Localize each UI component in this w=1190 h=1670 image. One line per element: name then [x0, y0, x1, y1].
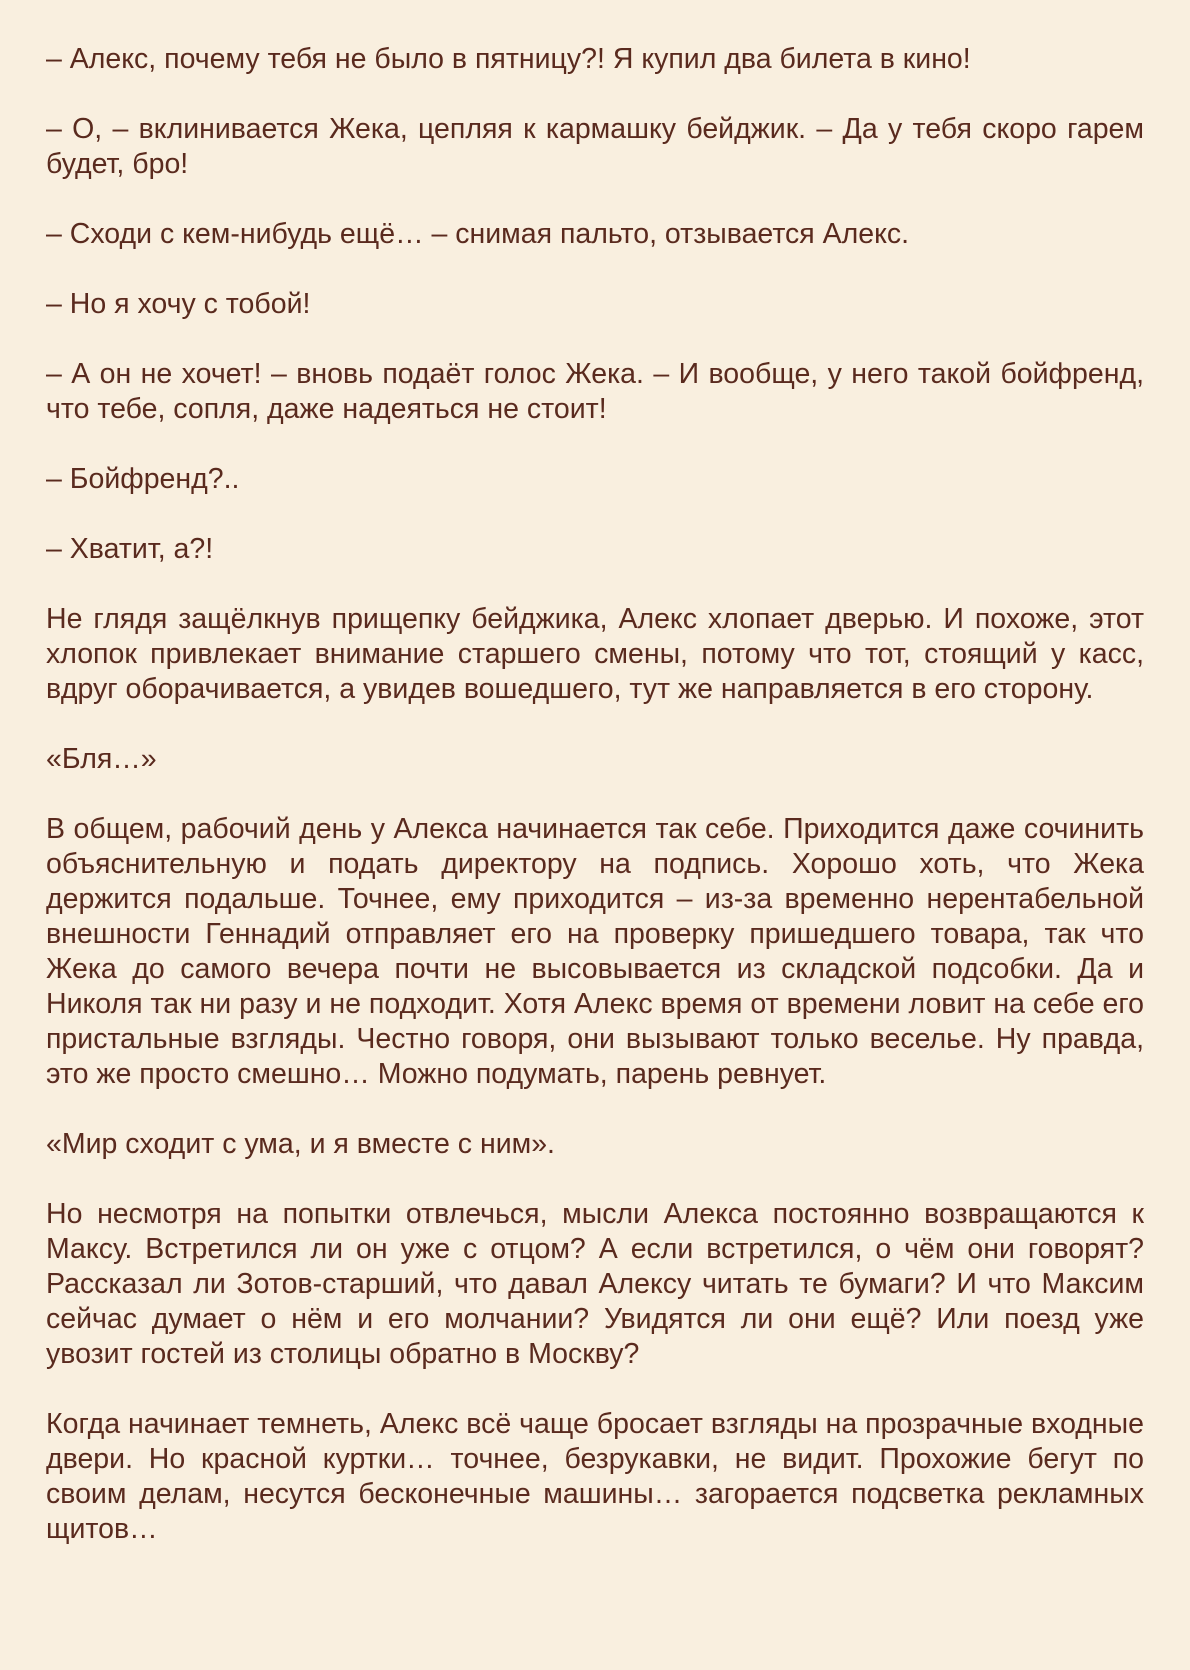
paragraph-12: Но несмотря на попытки отвлечься, мысли Алекса постоянно возвращаются к Максу. Встретился ли он уже с отцом? А если встретился, о чём они говорят? Рассказал ли Зотов-старший, что давал Алексу читать те бумаги? И что Максим сейчас думает о нём и его молчании? Увидятся ли они ещё? Или поезд уже увозит гостей из столицы обратно в Москву? [46, 1198, 1144, 1370]
paragraph-5: – А он не хочет! – вновь подаёт голос Жека. – И вообще, у него такой бойфренд, что тебе, сопля, даже надеяться не стоит! [46, 358, 1144, 425]
paragraph-2: – О, – вклинивается Жека, цепляя к кармашку бейджик. – Да у тебя скоро гарем будет, бро! [46, 113, 1144, 180]
paragraph-10: В общем, рабочий день у Алекса начинается так себе. Приходится даже сочинить объяснительную и подать директору на подпись. Хорошо хоть, что Жека держится подальше. Точнее, ему приходится – из-за временно нерентабельной внешности Геннадий отправляет его на проверку пришедшего товара, так что Жека до самого вечера почти не высовывается из складской подсобки. Да и Николя так ни разу и не подходит. Хотя Алекс время от времени ловит на себе его пристальные взгляды. Честно говоря, они вызывают только веселье. Ну правда, это же просто смешно… Можно подумать, парень ревнует. [46, 813, 1144, 1090]
paragraph-3: – Сходи с кем-нибудь ещё… – снимая пальто, отзывается Алекс. [46, 218, 910, 250]
paragraph-9: «Бля…» [46, 743, 157, 775]
paragraph-8: Не глядя защёлкнув прищепку бейджика, Алекс хлопает дверью. И похоже, этот хлопок привлекает внимание старшего смены, потому что тот, стоящий у касс, вдруг оборачивается, а увидев вошедшего, тут же направляется в его сторону. [46, 603, 1144, 705]
paragraph-4: – Но я хочу с тобой! [46, 288, 311, 320]
paragraph-7: – Хватит, а?! [46, 533, 214, 565]
paragraph-6: – Бойфренд?.. [46, 463, 240, 495]
paragraph-13: Когда начинает темнеть, Алекс всё чаще бросает взгляды на прозрачные входные двери. Но красной куртки… точнее, безрукавки, не видит. Прохожие бегут по своим делам, несутся бесконечные машины… загорается подсветка рекламных щитов… [46, 1408, 1144, 1545]
paragraph-1: – Алекс, почему тебя не было в пятницу?! Я купил два билета в кино! [46, 43, 971, 75]
document-page [46, 42, 1144, 1547]
paragraph-11: «Мир сходит с ума, и я вместе с ним». [46, 1128, 555, 1160]
